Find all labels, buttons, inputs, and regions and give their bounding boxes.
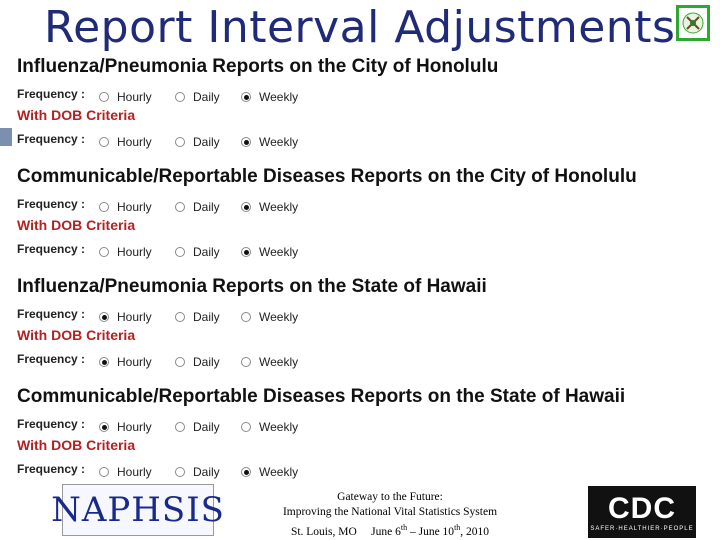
frequency-label: Frequency : bbox=[17, 417, 86, 431]
radio-label-weekly: Weekly bbox=[259, 135, 299, 149]
radio-label-weekly: Weekly bbox=[259, 465, 299, 479]
accent-bar bbox=[0, 128, 12, 146]
radio-label-hourly: Hourly bbox=[117, 200, 152, 214]
dob-criteria-heading: With DOB Criteria bbox=[17, 217, 136, 233]
radio-label-weekly: Weekly bbox=[259, 245, 299, 259]
radio-option-weekly[interactable] bbox=[241, 135, 298, 149]
radio-daily-s3-dob[interactable] bbox=[175, 467, 185, 477]
radio-option-weekly[interactable] bbox=[241, 355, 298, 369]
radio-option-hourly[interactable] bbox=[99, 245, 152, 259]
radio-option-hourly[interactable] bbox=[99, 135, 152, 149]
radio-weekly-s1-dob[interactable] bbox=[241, 247, 251, 257]
radio-weekly-s1-main[interactable] bbox=[241, 202, 251, 212]
radio-option-daily[interactable] bbox=[175, 355, 220, 369]
radio-option-daily[interactable] bbox=[175, 200, 220, 214]
radio-hourly-s0-main[interactable] bbox=[99, 92, 109, 102]
radio-label-weekly: Weekly bbox=[259, 420, 299, 434]
dob-criteria-heading: With DOB Criteria bbox=[17, 437, 136, 453]
radio-weekly-s0-dob[interactable] bbox=[241, 137, 251, 147]
radio-option-daily[interactable] bbox=[175, 465, 220, 479]
radio-hourly-s3-main[interactable] bbox=[99, 422, 109, 432]
radio-label-daily: Daily bbox=[193, 355, 220, 369]
radio-label-hourly: Hourly bbox=[117, 465, 152, 479]
frequency-label: Frequency : bbox=[17, 242, 86, 256]
radio-daily-s2-dob[interactable] bbox=[175, 357, 185, 367]
frequency-label: Frequency : bbox=[17, 462, 86, 476]
radio-option-daily[interactable] bbox=[175, 245, 220, 259]
radio-option-weekly[interactable] bbox=[241, 90, 298, 104]
radio-label-daily: Daily bbox=[193, 420, 220, 434]
radio-hourly-s1-dob[interactable] bbox=[99, 247, 109, 257]
cdc-logo-text: CDC bbox=[608, 492, 676, 525]
radio-label-hourly: Hourly bbox=[117, 90, 152, 104]
frequency-label: Frequency : bbox=[17, 87, 86, 101]
radio-option-hourly[interactable] bbox=[99, 420, 152, 434]
frequency-label: Frequency : bbox=[17, 352, 86, 366]
section-title: Communicable/Reportable Diseases Reports on the State of Hawaii bbox=[17, 386, 626, 407]
radio-weekly-s2-dob[interactable] bbox=[241, 357, 251, 367]
radio-option-hourly[interactable] bbox=[99, 200, 152, 214]
radio-hourly-s1-main[interactable] bbox=[99, 202, 109, 212]
radio-label-daily: Daily bbox=[193, 135, 220, 149]
radio-option-daily[interactable] bbox=[175, 135, 220, 149]
dob-criteria-heading: With DOB Criteria bbox=[17, 107, 136, 123]
radio-daily-s0-dob[interactable] bbox=[175, 137, 185, 147]
report-settings-panel bbox=[12, 56, 712, 480]
footer-conference-text bbox=[250, 490, 530, 540]
radio-weekly-s0-main[interactable] bbox=[241, 92, 251, 102]
radio-option-hourly[interactable] bbox=[99, 355, 152, 369]
radio-option-weekly[interactable] bbox=[241, 310, 298, 324]
radio-option-daily[interactable] bbox=[175, 310, 220, 324]
footer-dates-c: – June 10 bbox=[407, 525, 455, 538]
radio-hourly-s0-dob[interactable] bbox=[99, 137, 109, 147]
footer-dates-d: th bbox=[454, 523, 461, 532]
radio-daily-s2-main[interactable] bbox=[175, 312, 185, 322]
radio-label-daily: Daily bbox=[193, 465, 220, 479]
section-title: Influenza/Pneumonia Reports on the State of Hawaii bbox=[17, 276, 487, 297]
cdc-logo-tagline: SAFER·HEALTHIER·PEOPLE bbox=[590, 526, 694, 532]
radio-option-hourly[interactable] bbox=[99, 465, 152, 479]
radio-option-daily[interactable] bbox=[175, 90, 220, 104]
footer-dates-b: th bbox=[400, 523, 408, 532]
footer-line-3 bbox=[250, 520, 530, 540]
radio-label-daily: Daily bbox=[193, 245, 220, 259]
footer-dates-e: , 2010 bbox=[460, 525, 490, 538]
naphsis-logo bbox=[51, 484, 225, 536]
radio-label-hourly: Hourly bbox=[117, 355, 152, 369]
footer bbox=[0, 480, 720, 540]
corner-logo-icon bbox=[676, 5, 710, 41]
radio-daily-s3-main[interactable] bbox=[175, 422, 185, 432]
radio-label-weekly: Weekly bbox=[259, 355, 299, 369]
slide-title: Report Interval Adjustments bbox=[44, 2, 676, 53]
section-title: Influenza/Pneumonia Reports on the City of Honolulu bbox=[17, 56, 499, 77]
radio-hourly-s2-dob[interactable] bbox=[99, 357, 109, 367]
radio-label-daily: Daily bbox=[193, 200, 220, 214]
radio-hourly-s2-main[interactable] bbox=[99, 312, 109, 322]
radio-label-hourly: Hourly bbox=[117, 310, 152, 324]
footer-dates-a: June 6 bbox=[371, 525, 401, 538]
frequency-label: Frequency : bbox=[17, 197, 86, 211]
frequency-label: Frequency : bbox=[17, 132, 86, 146]
radio-label-weekly: Weekly bbox=[259, 200, 299, 214]
radio-label-daily: Daily bbox=[193, 310, 220, 324]
naphsis-logo-text: NAPHSIS bbox=[51, 490, 225, 530]
radio-option-weekly[interactable] bbox=[241, 245, 298, 259]
footer-city: St. Louis, MO bbox=[290, 525, 357, 538]
radio-label-weekly: Weekly bbox=[259, 310, 299, 324]
radio-daily-s1-dob[interactable] bbox=[175, 247, 185, 257]
radio-weekly-s3-dob[interactable] bbox=[241, 467, 251, 477]
radio-daily-s1-main[interactable] bbox=[175, 202, 185, 212]
radio-label-hourly: Hourly bbox=[117, 420, 152, 434]
frequency-label: Frequency : bbox=[17, 307, 86, 321]
radio-option-weekly[interactable] bbox=[241, 465, 298, 479]
radio-hourly-s3-dob[interactable] bbox=[99, 467, 109, 477]
footer-line-2: Improving the National Vital Statistics System bbox=[282, 506, 498, 518]
radio-option-daily[interactable] bbox=[175, 420, 220, 434]
radio-daily-s0-main[interactable] bbox=[175, 92, 185, 102]
radio-option-hourly[interactable] bbox=[99, 90, 152, 104]
radio-weekly-s3-main[interactable] bbox=[241, 422, 251, 432]
radio-label-hourly: Hourly bbox=[117, 245, 152, 259]
radio-option-weekly[interactable] bbox=[241, 420, 298, 434]
radio-weekly-s2-main[interactable] bbox=[241, 312, 251, 322]
radio-option-weekly[interactable] bbox=[241, 200, 298, 214]
radio-label-hourly: Hourly bbox=[117, 135, 152, 149]
radio-option-hourly[interactable] bbox=[99, 310, 152, 324]
section-title: Communicable/Reportable Diseases Reports on the City of Honolulu bbox=[17, 166, 637, 187]
dob-criteria-heading: With DOB Criteria bbox=[17, 327, 136, 343]
cdc-logo bbox=[588, 486, 696, 538]
radio-label-daily: Daily bbox=[193, 90, 220, 104]
radio-label-weekly: Weekly bbox=[259, 90, 299, 104]
footer-line-1: Gateway to the Future: bbox=[337, 491, 443, 503]
